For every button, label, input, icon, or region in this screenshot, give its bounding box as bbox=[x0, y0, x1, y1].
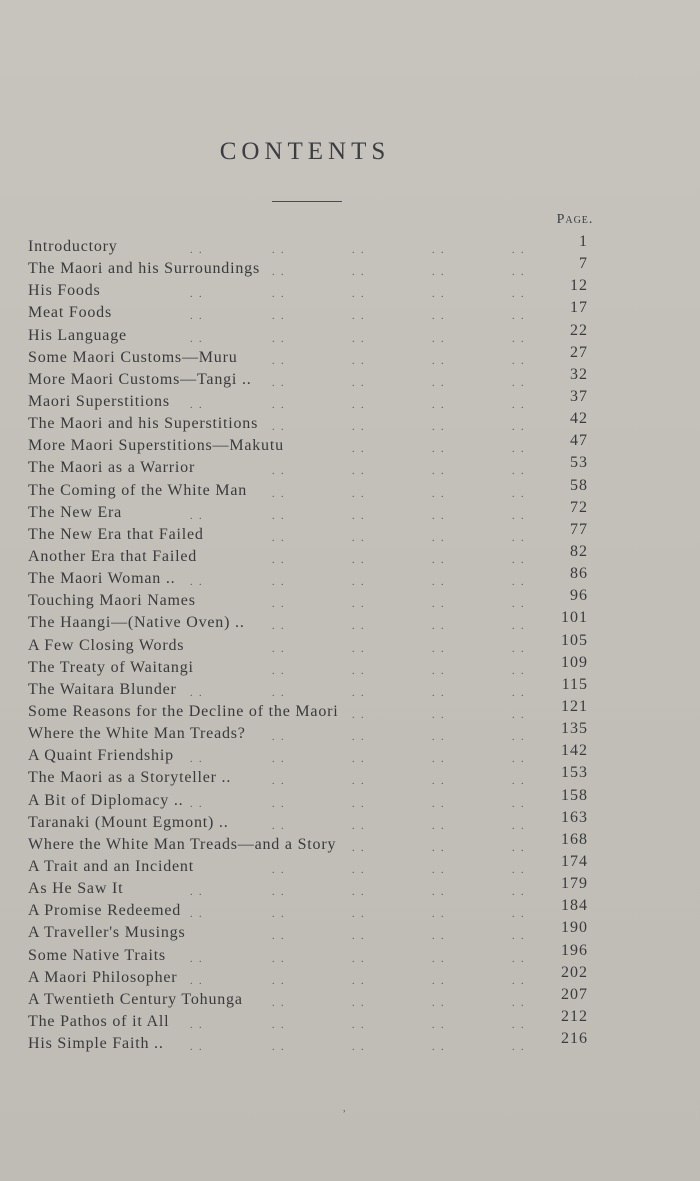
toc-entry bbox=[28, 1030, 598, 1055]
entry-title: Another Era that Failed bbox=[28, 547, 198, 565]
leader-dots: . . bbox=[512, 532, 526, 544]
leader-dots: . . bbox=[190, 975, 204, 987]
toc-entry bbox=[28, 476, 598, 502]
leader-dots: . . bbox=[432, 909, 446, 921]
leader-dots: . . bbox=[272, 820, 286, 832]
leader-dots: . . bbox=[190, 245, 204, 256]
leader-dots: . . bbox=[272, 975, 286, 987]
toc-entry bbox=[28, 852, 598, 878]
leader-dots: . . bbox=[352, 599, 366, 611]
leader-dots: . . bbox=[512, 776, 526, 788]
leader-dots: . . bbox=[272, 687, 286, 699]
leader-dots: . . bbox=[352, 510, 366, 522]
toc-entry bbox=[28, 897, 598, 922]
entry-page-number: 58 bbox=[570, 476, 588, 494]
leader-dots: . . bbox=[512, 754, 526, 766]
leader-dots: . . bbox=[432, 842, 446, 854]
leader-dots: . . bbox=[432, 643, 446, 655]
page-column-label: Page. bbox=[556, 212, 594, 227]
entry-page-number: 27 bbox=[570, 343, 588, 361]
leader-dots: . . bbox=[512, 466, 526, 478]
leader-dots: . . bbox=[432, 599, 446, 611]
leader-dots: . . bbox=[432, 621, 446, 633]
leader-dots: . . bbox=[512, 909, 526, 921]
leader-dots: . . bbox=[352, 909, 366, 921]
leader-dots: . . bbox=[512, 931, 526, 943]
leader-dots: . . bbox=[432, 422, 446, 434]
leader-dots: . . bbox=[272, 909, 286, 921]
leader-dots: . . bbox=[352, 887, 366, 899]
toc-entry bbox=[28, 786, 598, 812]
leader-dots: . . bbox=[432, 1042, 446, 1054]
leader-dots: . . bbox=[432, 820, 446, 832]
toc-entry bbox=[28, 343, 598, 369]
entry-page-number: 184 bbox=[561, 897, 588, 915]
leader-dots: . . bbox=[352, 754, 366, 766]
entry-page-number: 121 bbox=[561, 697, 588, 715]
leader-dots: . . bbox=[352, 289, 366, 301]
entry-page-number: 37 bbox=[570, 387, 588, 405]
entry-title: Some Maori Customs—Muru bbox=[28, 348, 238, 366]
toc-entry bbox=[28, 587, 598, 612]
entry-title: Some Reasons for the Decline of the Maori bbox=[28, 702, 339, 720]
toc-entry bbox=[28, 498, 598, 524]
leader-dots: . . bbox=[512, 444, 526, 456]
leader-dots: . . bbox=[272, 399, 286, 411]
leader-dots: . . bbox=[432, 798, 446, 810]
leader-dots: . . bbox=[352, 444, 366, 456]
leader-dots: . . bbox=[352, 399, 366, 411]
leader-dots: . . bbox=[512, 311, 526, 323]
leader-dots: . . bbox=[432, 887, 446, 899]
leader-dots: . . bbox=[272, 510, 286, 522]
leader-dots: . . bbox=[512, 355, 526, 367]
leader-dots: . . bbox=[272, 953, 286, 965]
leader-dots: . . bbox=[512, 289, 526, 301]
leader-dots: . . bbox=[512, 422, 526, 434]
entry-title: The Pathos of it All bbox=[28, 1012, 170, 1030]
leader-dots: . . bbox=[272, 289, 286, 301]
leader-dots: . . bbox=[352, 532, 366, 544]
leader-dots: . . bbox=[432, 532, 446, 544]
leader-dots: . . bbox=[432, 466, 446, 478]
entry-title: His Foods bbox=[28, 282, 101, 300]
entry-page-number: 72 bbox=[570, 498, 588, 516]
leader-dots: . . bbox=[190, 311, 204, 323]
entry-page-number: 142 bbox=[561, 742, 588, 760]
leader-dots: . . bbox=[352, 1019, 366, 1031]
leader-dots: . . bbox=[512, 245, 526, 256]
leader-dots: . . bbox=[352, 975, 366, 987]
leader-dots: . . bbox=[352, 665, 366, 677]
entry-title: The Maori and his Surroundings bbox=[28, 260, 260, 278]
toc-entry bbox=[28, 830, 598, 856]
entry-title: His Simple Faith .. bbox=[28, 1035, 164, 1053]
leader-dots: . . bbox=[190, 887, 204, 899]
leader-dots: . . bbox=[352, 776, 366, 788]
entry-page-number: 109 bbox=[561, 653, 588, 671]
leader-dots: . . bbox=[272, 245, 286, 256]
leader-dots: . . bbox=[432, 399, 446, 411]
entry-title: The Maori as a Warrior bbox=[28, 459, 196, 477]
leader-dots: . . bbox=[272, 377, 286, 389]
leader-dots: . . bbox=[432, 267, 446, 279]
entry-title: A Traveller's Musings bbox=[28, 924, 186, 942]
entry-title: A Trait and an Incident bbox=[28, 857, 194, 875]
leader-dots: . . bbox=[512, 665, 526, 677]
leader-dots: . . bbox=[190, 577, 204, 589]
leader-dots: . . bbox=[272, 488, 286, 500]
entry-title: Introductory bbox=[28, 238, 118, 255]
entry-page-number: 207 bbox=[561, 985, 588, 1003]
leader-dots: . . bbox=[432, 665, 446, 677]
entry-title: His Language bbox=[28, 326, 127, 344]
entry-title: A Quaint Friendship bbox=[28, 747, 174, 765]
leader-dots: . . bbox=[512, 599, 526, 611]
leader-dots: . . bbox=[512, 1019, 526, 1031]
entry-page-number: 105 bbox=[561, 631, 588, 649]
leader-dots: . . bbox=[352, 554, 366, 566]
toc-entry bbox=[28, 631, 598, 657]
print-speck: , bbox=[343, 1103, 346, 1114]
leader-dots: . . bbox=[352, 245, 366, 256]
toc-entry bbox=[28, 233, 598, 258]
leader-dots: . . bbox=[512, 399, 526, 411]
entry-page-number: 190 bbox=[561, 919, 588, 937]
leader-dots: . . bbox=[352, 488, 366, 500]
leader-dots: . . bbox=[272, 577, 286, 589]
leader-dots: . . bbox=[352, 842, 366, 854]
leader-dots: . . bbox=[432, 245, 446, 256]
leader-dots: . . bbox=[272, 532, 286, 544]
leader-dots: . . bbox=[512, 820, 526, 832]
leader-dots: . . bbox=[272, 665, 286, 677]
toc-entry bbox=[28, 985, 598, 1011]
entry-page-number: 77 bbox=[570, 520, 588, 538]
entry-page-number: 158 bbox=[561, 786, 588, 804]
toc-entry bbox=[28, 653, 598, 679]
leader-dots: . . bbox=[512, 554, 526, 566]
leader-dots: . . bbox=[432, 754, 446, 766]
toc-entry bbox=[28, 410, 598, 435]
leader-dots: . . bbox=[272, 887, 286, 899]
leader-dots: . . bbox=[352, 333, 366, 345]
toc-entry bbox=[28, 277, 598, 302]
entry-page-number: 115 bbox=[561, 675, 588, 693]
leader-dots: . . bbox=[432, 510, 446, 522]
toc-entry bbox=[28, 742, 598, 767]
leader-dots: . . bbox=[352, 422, 366, 434]
leader-dots: . . bbox=[190, 1042, 204, 1054]
entry-title: The Waitara Blunder bbox=[28, 680, 177, 698]
leader-dots: . . bbox=[190, 289, 204, 301]
toc-entry bbox=[28, 542, 598, 568]
leader-dots: . . bbox=[352, 709, 366, 721]
entry-page-number: 47 bbox=[570, 432, 588, 450]
entry-page-number: 96 bbox=[570, 587, 588, 605]
leader-dots: . . bbox=[272, 931, 286, 943]
leader-dots: . . bbox=[272, 267, 286, 279]
entry-page-number: 163 bbox=[561, 808, 588, 826]
leader-dots: . . bbox=[272, 776, 286, 788]
leader-dots: . . bbox=[432, 997, 446, 1009]
entry-title: More Maori Customs—Tangi .. bbox=[28, 370, 252, 388]
entry-page-number: 12 bbox=[570, 277, 588, 295]
entry-title: A Promise Redeemed bbox=[28, 902, 182, 920]
leader-dots: . . bbox=[272, 355, 286, 367]
entry-page-number: 216 bbox=[561, 1030, 588, 1048]
toc-entry bbox=[28, 565, 598, 590]
leader-dots: . . bbox=[432, 377, 446, 389]
toc-entry bbox=[28, 720, 598, 745]
leader-dots: . . bbox=[512, 267, 526, 279]
leader-dots: . . bbox=[272, 466, 286, 478]
leader-dots: . . bbox=[272, 997, 286, 1009]
toc-entry bbox=[28, 675, 598, 701]
leader-dots: . . bbox=[352, 355, 366, 367]
leader-dots: . . bbox=[190, 909, 204, 921]
leader-dots: . . bbox=[272, 643, 286, 655]
leader-dots: . . bbox=[352, 577, 366, 589]
toc-entry bbox=[28, 941, 598, 967]
leader-dots: . . bbox=[190, 333, 204, 345]
leader-dots: . . bbox=[512, 864, 526, 876]
leader-dots: . . bbox=[512, 510, 526, 522]
entry-title: Touching Maori Names bbox=[28, 592, 196, 610]
leader-dots: . . bbox=[272, 599, 286, 611]
dot-leaders bbox=[28, 280, 528, 302]
leader-dots: . . bbox=[272, 621, 286, 633]
leader-dots: . . bbox=[512, 621, 526, 633]
leader-dots: . . bbox=[352, 997, 366, 1009]
leader-dots: . . bbox=[352, 311, 366, 323]
leader-dots: . . bbox=[432, 488, 446, 500]
entry-title: More Maori Superstitions—Makutu bbox=[28, 437, 284, 455]
entry-page-number: 101 bbox=[561, 609, 588, 627]
leader-dots: . . bbox=[272, 311, 286, 323]
leader-dots: . . bbox=[272, 864, 286, 876]
leader-dots: . . bbox=[512, 643, 526, 655]
leader-dots: . . bbox=[190, 687, 204, 699]
leader-dots: . . bbox=[512, 488, 526, 500]
toc-entry bbox=[28, 808, 598, 834]
leader-dots: . . bbox=[512, 687, 526, 699]
toc-entry bbox=[28, 963, 598, 989]
entry-page-number: 53 bbox=[570, 454, 588, 472]
entry-title: As He Saw It bbox=[28, 880, 124, 898]
title-divider bbox=[272, 201, 342, 202]
entry-title: A Bit of Diplomacy .. bbox=[28, 791, 184, 809]
toc-entry bbox=[28, 387, 598, 413]
leader-dots: . . bbox=[272, 554, 286, 566]
entry-title: Where the White Man Treads? bbox=[28, 725, 246, 743]
toc-entry bbox=[28, 432, 598, 457]
entry-title: Some Native Traits bbox=[28, 946, 166, 964]
toc-entry bbox=[28, 1007, 598, 1033]
leader-dots: . . bbox=[512, 975, 526, 987]
entry-title: The Maori Woman .. bbox=[28, 570, 176, 588]
contents-list bbox=[28, 233, 598, 1055]
entry-title: Maori Superstitions bbox=[28, 392, 170, 410]
leader-dots: . . bbox=[352, 732, 366, 744]
entry-title: The New Era that Failed bbox=[28, 525, 204, 543]
leader-dots: . . bbox=[272, 798, 286, 810]
leader-dots: . . bbox=[352, 621, 366, 633]
entry-title: The Coming of the White Man bbox=[28, 481, 248, 499]
leader-dots: . . bbox=[432, 953, 446, 965]
leader-dots: . . bbox=[512, 709, 526, 721]
leader-dots: . . bbox=[352, 687, 366, 699]
leader-dots: . . bbox=[352, 643, 366, 655]
entry-page-number: 22 bbox=[570, 321, 588, 339]
leader-dots: . . bbox=[432, 444, 446, 456]
leader-dots: . . bbox=[432, 311, 446, 323]
entry-title: The Maori and his Superstitions bbox=[28, 415, 259, 433]
leader-dots: . . bbox=[190, 1019, 204, 1031]
leader-dots: . . bbox=[512, 953, 526, 965]
entry-page-number: 82 bbox=[570, 542, 588, 560]
entry-page-number: 86 bbox=[570, 565, 588, 583]
leader-dots: . . bbox=[512, 842, 526, 854]
entry-title: The Haangi—(Native Oven) .. bbox=[28, 614, 245, 632]
toc-entry bbox=[28, 609, 598, 634]
entry-page-number: 174 bbox=[561, 852, 588, 870]
leader-dots: . . bbox=[352, 798, 366, 810]
leader-dots: . . bbox=[432, 864, 446, 876]
leader-dots: . . bbox=[190, 953, 204, 965]
toc-entry bbox=[28, 520, 598, 546]
leader-dots: . . bbox=[432, 554, 446, 566]
entry-title: Where the White Man Treads—and a Story bbox=[28, 835, 337, 853]
leader-dots: . . bbox=[432, 289, 446, 301]
leader-dots: . . bbox=[272, 422, 286, 434]
leader-dots: . . bbox=[352, 953, 366, 965]
leader-dots: . . bbox=[432, 709, 446, 721]
leader-dots: . . bbox=[352, 864, 366, 876]
leader-dots: . . bbox=[272, 1042, 286, 1054]
leader-dots: . . bbox=[190, 510, 204, 522]
entry-title: Taranaki (Mount Egmont) .. bbox=[28, 813, 229, 831]
leader-dots: . . bbox=[272, 732, 286, 744]
entry-page-number: 7 bbox=[579, 255, 588, 273]
entry-page-number: 168 bbox=[561, 830, 588, 848]
toc-entry bbox=[28, 255, 598, 280]
entry-title: The New Era bbox=[28, 503, 123, 521]
entry-title: A Maori Philosopher bbox=[28, 968, 178, 986]
toc-entry bbox=[28, 697, 598, 723]
entry-page-number: 179 bbox=[561, 875, 588, 893]
leader-dots: . . bbox=[512, 1042, 526, 1054]
leader-dots: . . bbox=[512, 997, 526, 1009]
leader-dots: . . bbox=[512, 577, 526, 589]
leader-dots: . . bbox=[512, 377, 526, 389]
entry-title: The Treaty of Waitangi bbox=[28, 658, 194, 676]
entry-page-number: 153 bbox=[561, 764, 588, 782]
entry-page-number: 32 bbox=[570, 365, 588, 383]
leader-dots: . . bbox=[512, 732, 526, 744]
leader-dots: . . bbox=[272, 1019, 286, 1031]
leader-dots: . . bbox=[352, 1042, 366, 1054]
entry-page-number: 212 bbox=[561, 1007, 588, 1025]
leader-dots: . . bbox=[512, 798, 526, 810]
leader-dots: . . bbox=[432, 776, 446, 788]
leader-dots: . . bbox=[432, 687, 446, 699]
entry-page-number: 1 bbox=[579, 233, 588, 250]
entry-title: A Few Closing Words bbox=[28, 636, 185, 654]
leader-dots: . . bbox=[432, 975, 446, 987]
leader-dots: . . bbox=[432, 732, 446, 744]
leader-dots: . . bbox=[352, 820, 366, 832]
leader-dots: . . bbox=[432, 355, 446, 367]
toc-entry bbox=[28, 321, 598, 347]
entry-title: A Twentieth Century Tohunga bbox=[28, 990, 243, 1008]
entry-page-number: 135 bbox=[561, 720, 588, 738]
leader-dots: . . bbox=[352, 466, 366, 478]
leader-dots: . . bbox=[272, 754, 286, 766]
leader-dots: . . bbox=[512, 887, 526, 899]
leader-dots: . . bbox=[352, 377, 366, 389]
toc-entry bbox=[28, 299, 598, 324]
leader-dots: . . bbox=[352, 931, 366, 943]
toc-entry bbox=[28, 365, 598, 391]
leader-dots: . . bbox=[512, 333, 526, 345]
leader-dots: . . bbox=[432, 577, 446, 589]
entry-page-number: 42 bbox=[570, 410, 588, 428]
entry-page-number: 202 bbox=[561, 963, 588, 981]
leader-dots: . . bbox=[432, 333, 446, 345]
leader-dots: . . bbox=[272, 333, 286, 345]
leader-dots: . . bbox=[432, 1019, 446, 1031]
leader-dots: . . bbox=[190, 399, 204, 411]
leader-dots: . . bbox=[190, 798, 204, 810]
entry-title: The Maori as a Storyteller .. bbox=[28, 769, 232, 787]
toc-entry bbox=[28, 764, 598, 789]
entry-page-number: 196 bbox=[561, 941, 588, 959]
leader-dots: . . bbox=[432, 931, 446, 943]
toc-entry bbox=[28, 454, 598, 479]
entry-page-number: 17 bbox=[570, 299, 588, 317]
entry-title: Meat Foods bbox=[28, 304, 112, 322]
page-title: CONTENTS bbox=[219, 138, 391, 165]
leader-dots: . . bbox=[190, 754, 204, 766]
toc-entry bbox=[28, 875, 598, 900]
leader-dots: . . bbox=[352, 267, 366, 279]
toc-entry bbox=[28, 919, 598, 944]
